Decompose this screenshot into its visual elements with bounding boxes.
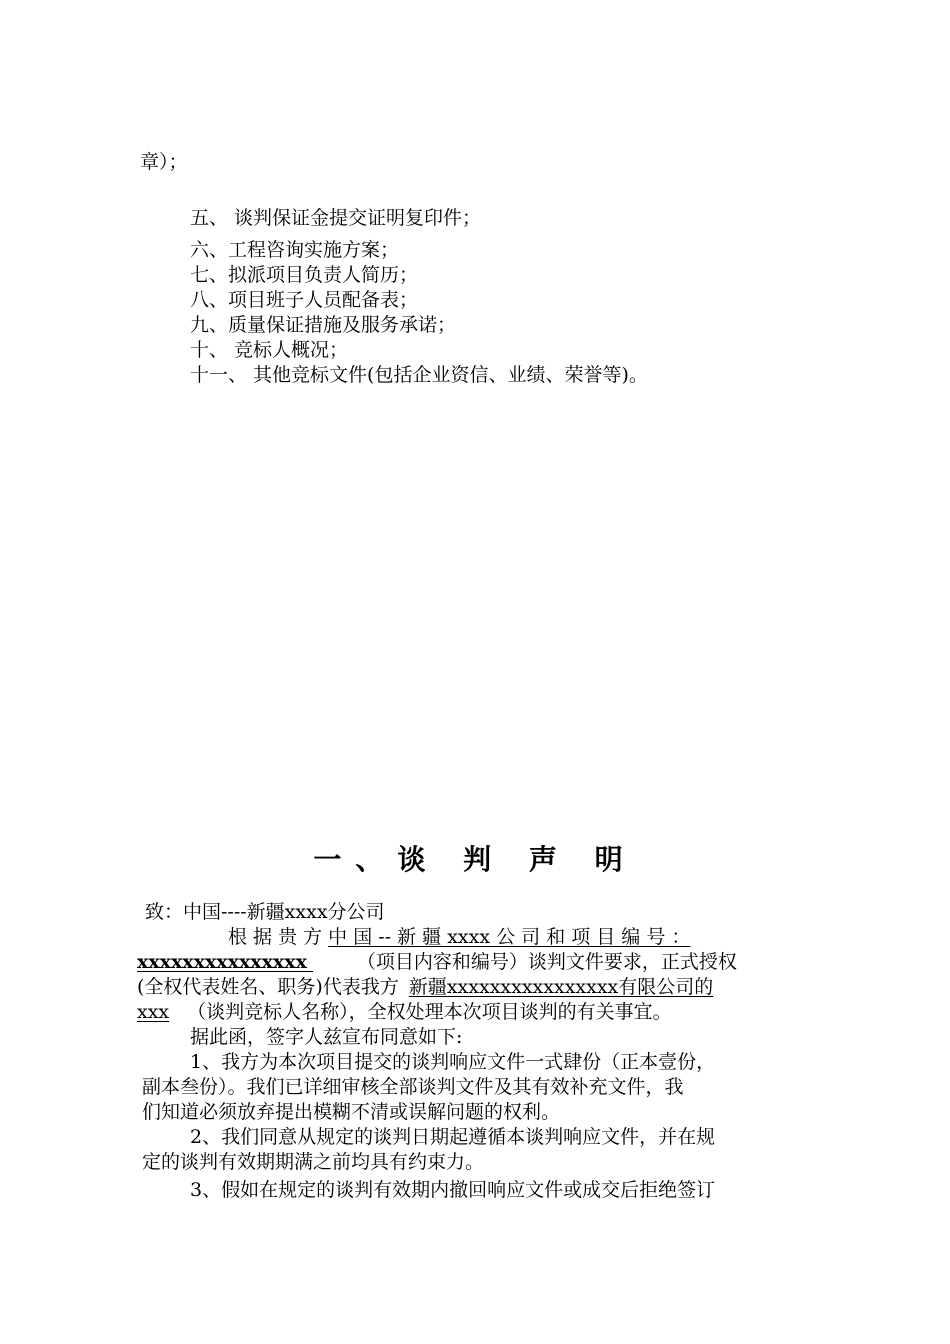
list-item: 九、质量保证措施及服务承诺； (190, 314, 457, 336)
paragraph-line (228, 925, 690, 949)
list-item: 六、工程咨询实施方案； (190, 239, 400, 261)
declaration-line: 据此函，签字人兹宣布同意如下: (190, 1026, 463, 1048)
paragraph-line: 副本叁份）。我们已详细审核全部谈判文件及其有效补充文件，我 (142, 1076, 684, 1098)
paragraph-line: 1、我方为本次项目提交的谈判响应文件一式肆份（正本壹份， (190, 1051, 716, 1073)
list-item: 五、 谈判保证金提交证明复印件； (190, 207, 482, 229)
paragraph-line: 3、假如在规定的谈判有效期内撤回响应文件或成交后拒绝签订 (190, 1179, 716, 1201)
underlined-field: 中 国 -- 新 疆 xxxx 公 司 和 项 目 编 号 ： (328, 926, 691, 948)
underlined-field: 新疆xxxxxxxxxxxxxxxx有限公司的 (408, 976, 714, 998)
text-span: （项目内容和编号）谈判文件要求，正式授权 (356, 951, 737, 973)
paragraph-line: 定的谈判有效期期满之前均具有约束力。 (142, 1151, 485, 1173)
text-span: （谈判竞标人名称），全权处理本次项目谈判的有关事宜。 (187, 1001, 672, 1023)
section-title: 一、谈 判 声 明 (313, 843, 637, 876)
continuation-text: 章）； (140, 151, 188, 173)
paragraph-line (137, 975, 713, 999)
text-span: (全权代表姓名、职务)代表我方 (137, 976, 399, 998)
underlined-field: xxx (137, 1001, 170, 1023)
list-item: 十一、 其他竞标文件(包括企业资信、业绩、荣誉等)。 (190, 364, 648, 386)
paragraph-line: 们知道必须放弃提出模糊不清或误解问题的权利。 (142, 1101, 561, 1123)
project-code: xxxxxxxxxxxxxxx (137, 951, 307, 973)
list-item: 十、 竞标人概况； (190, 339, 349, 361)
recipient-line: 致：中国----新疆xxxx分公司 (145, 901, 385, 923)
paragraph-line (137, 1000, 672, 1024)
text-span: 根 据 贵 方 (228, 926, 323, 948)
paragraph-line (137, 950, 737, 974)
list-item: 七、拟派项目负责人简历； (190, 264, 419, 286)
list-item: 八、项目班子人员配备表； (190, 289, 419, 311)
blank-underline (307, 950, 357, 974)
paragraph-line: 2、我们同意从规定的谈判日期起遵循本谈判响应文件，并在规 (190, 1126, 716, 1148)
